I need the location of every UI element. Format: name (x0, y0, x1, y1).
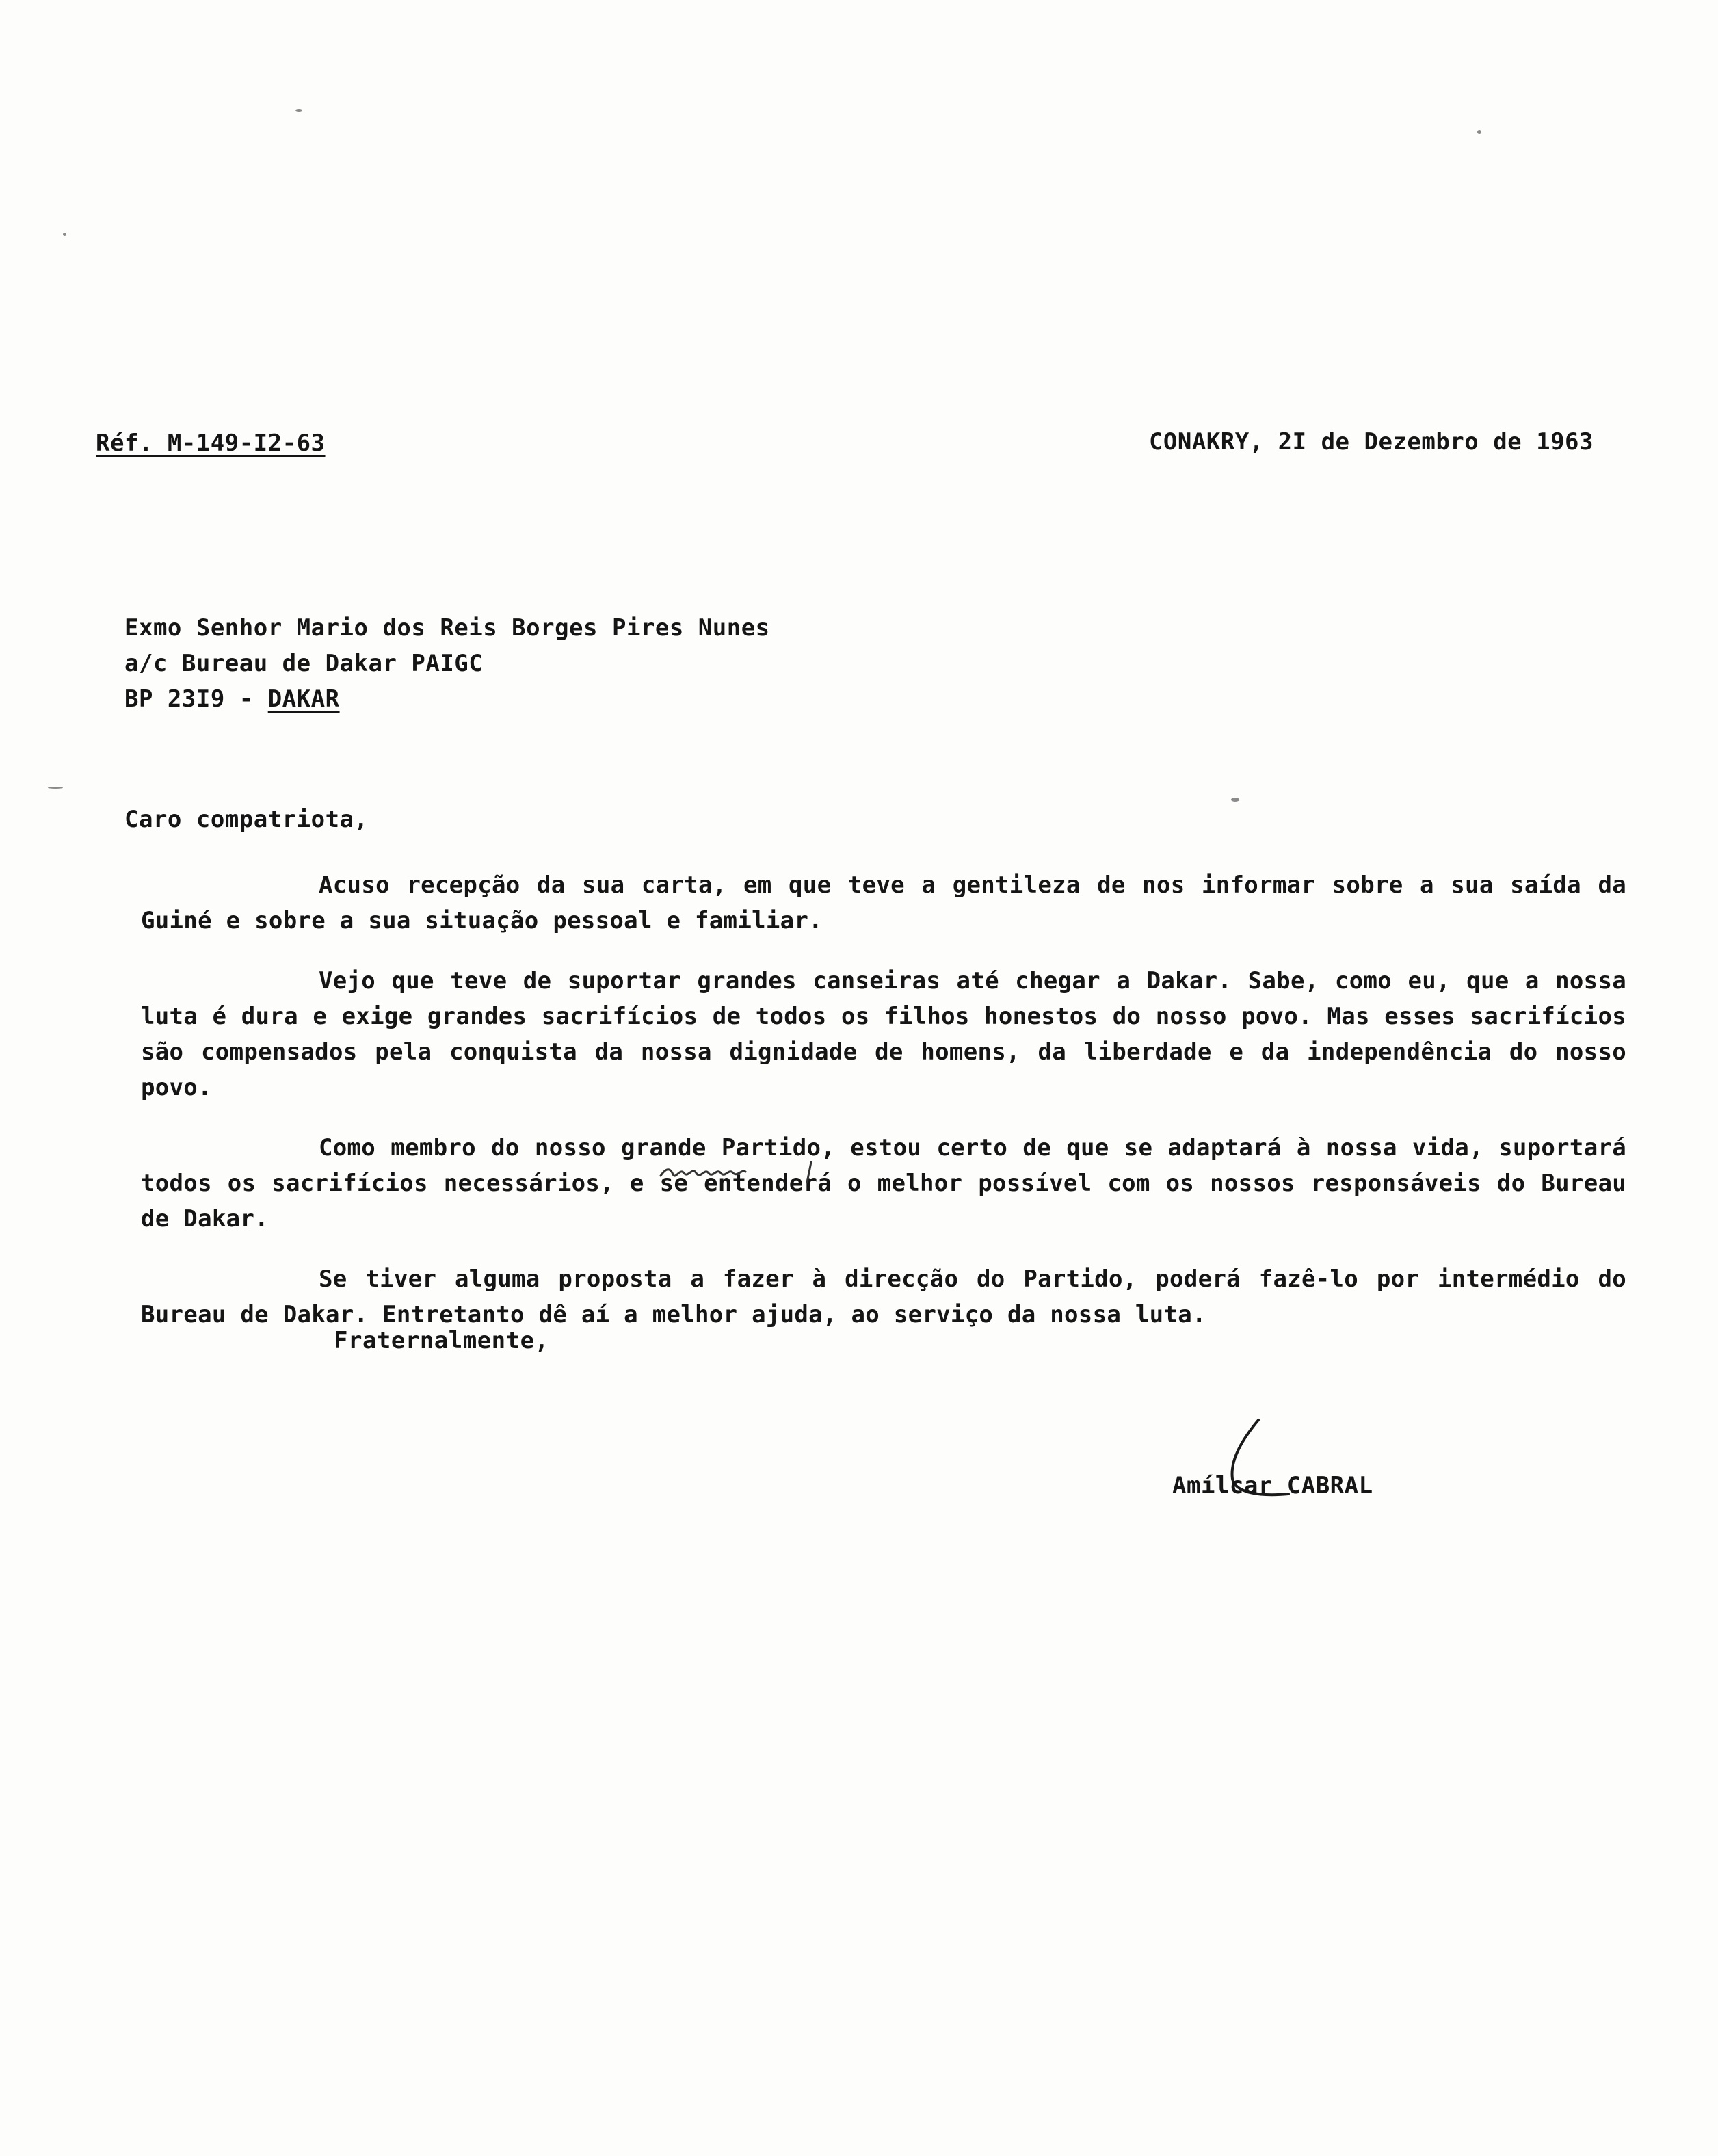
addressee-care-of: a/c Bureau de Dakar PAIGC (124, 650, 484, 677)
addressee-city: DAKAR (267, 685, 340, 713)
scan-speck (1231, 798, 1239, 802)
scan-speck (48, 787, 63, 789)
letter-body (141, 867, 1626, 1357)
paragraph-4: Se tiver alguma proposta a fazer à direcção do Partido, poderá fazê-lo por intermédio do Bureau de Dakar. Entretanto dê aí a melhor ajuda, ao serviço da nossa luta. (141, 1265, 1626, 1328)
addressee-block (124, 610, 770, 717)
signer-name: Amílcar CABRAL (1172, 1472, 1373, 1499)
paragraph-3: Como membro do nosso grande Partido, estou certo de que se adaptará à nossa vida, suportará todos os sacrifícios necessários, e se entenderá o melhor possível com os nossos responsáveis do Bureau de Dakar. (141, 1134, 1626, 1233)
reference-number: Réf. M-149-I2-63 (96, 430, 326, 457)
addressee-postal (124, 681, 770, 717)
paragraph-2: Vejo que teve de suportar grandes canseiras até chegar a Dakar. Sabe, como eu, que a nossa luta é dura e exige grandes sacrifícios de todos os filhos honestos do nosso povo. Mas esses sacrifícios são compensados pela conquista da nossa dignidade de homens, da liberdade e da independência do nosso povo. (141, 967, 1626, 1101)
handwritten-insertion-mark (657, 1153, 828, 1185)
scan-speck (63, 233, 66, 236)
place-and-date: CONAKRY, 2I de Dezembro de 1963 (1148, 428, 1594, 456)
postal-box: BP 23I9 - (124, 685, 268, 713)
closing: Fraternalmente, (334, 1327, 549, 1354)
addressee-name: Exmo Senhor Mario dos Reis Borges Pires Nunes (124, 614, 770, 642)
scan-speck (1477, 130, 1481, 134)
salutation: Caro compatriota, (124, 806, 369, 833)
paragraph-1: Acuso recepção da sua carta, em que teve a gentileza de nos informar sobre a sua saída da Guiné e sobre a sua situação pessoal e familiar. (141, 871, 1626, 934)
scan-speck (295, 109, 302, 112)
